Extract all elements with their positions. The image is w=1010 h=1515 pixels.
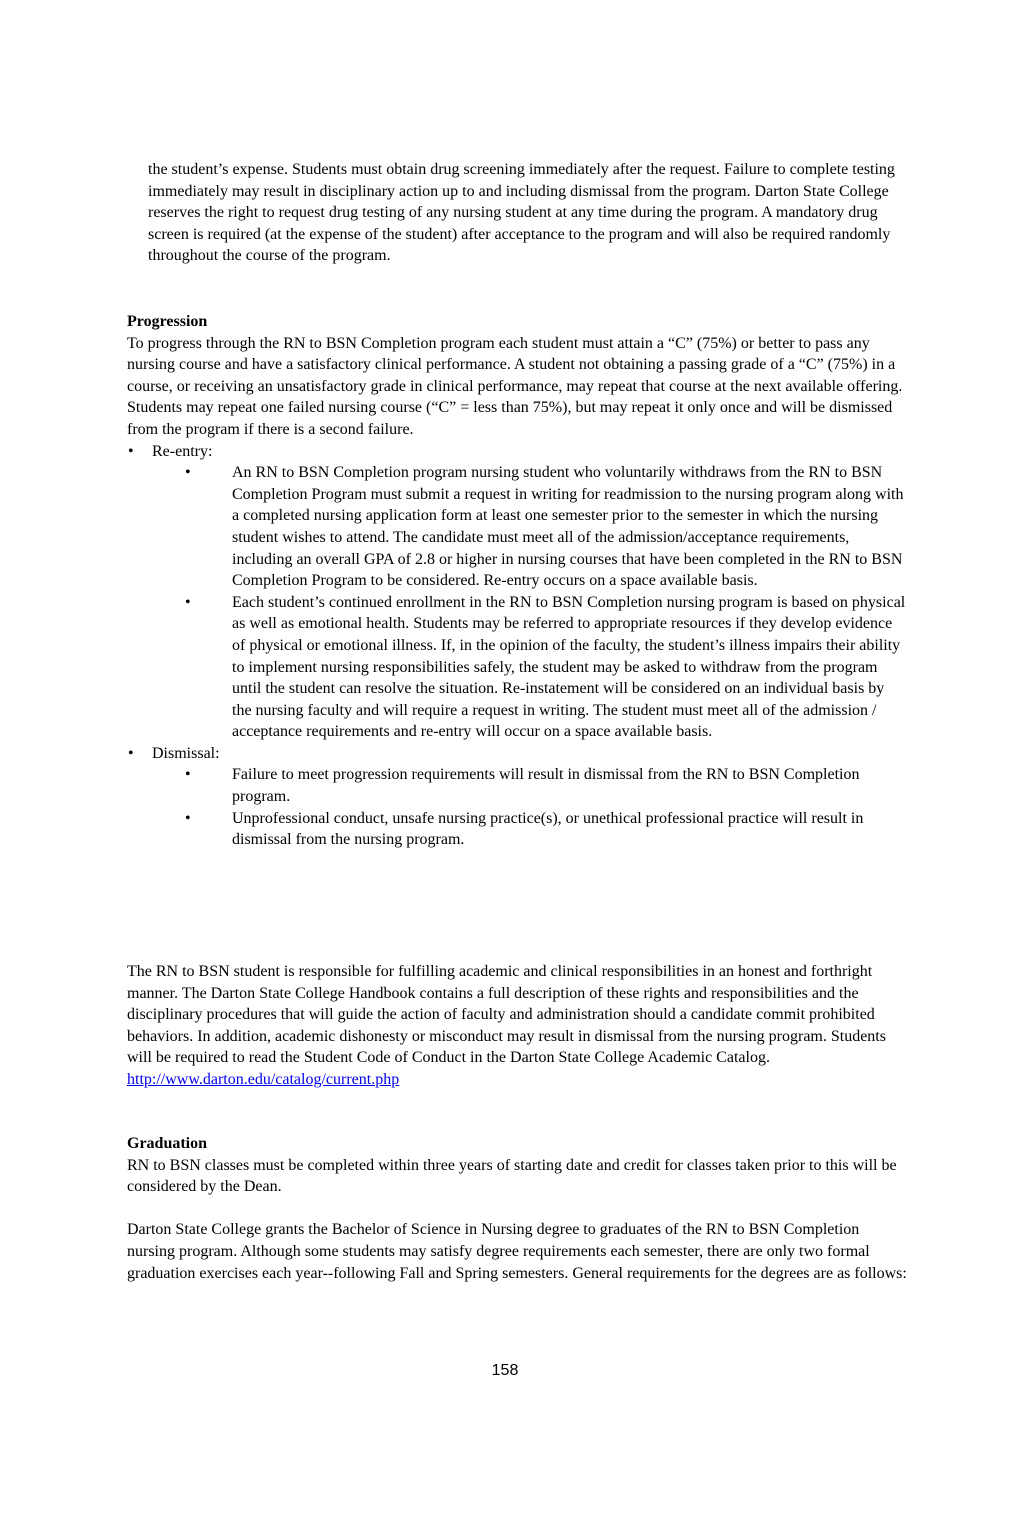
reentry-subitem-text: An RN to BSN Completion program nursing student who voluntarily withdraws from the RN to BSN Completion Program must submit a request in writing for readmission to the nursing program along with a completed nursing application form at least one semester prior to the semester in which the nursing student wishes to attend. The candidate must meet all of the admission/acceptance requirements, including an overall GPA of 2.8 or higher in nursing courses that have been completed in the RN to BSN Completion Program to be considered. Re-entry occurs on a space available basis. bbox=[232, 464, 904, 590]
progression-text: To progress through the RN to BSN Completion program each student must attain a “C” (75%) or better to pass any nursing course and have a satisfactory clinical performance. A student not obtaining a passing grade of a “C” (75%) in a course, or receiving an unsatisfactory grade in clinical performance, may repeat that course at the next available offering. Students may repeat one failed nursing course (“C” = less than 75%), but may repeat it only once and will be dismissed from the program if there is a second failure. bbox=[127, 334, 903, 438]
paragraph-gap bbox=[127, 1198, 907, 1220]
progression-section bbox=[127, 311, 907, 851]
bullet-icon: • bbox=[185, 464, 191, 482]
bullet-icon: • bbox=[128, 442, 134, 460]
dismissal-list-item bbox=[127, 743, 907, 765]
reentry-label: Re-entry: bbox=[152, 442, 213, 460]
dismissal-label: Dismissal: bbox=[152, 744, 220, 762]
graduation-section bbox=[127, 1133, 907, 1284]
graduation-text-1: RN to BSN classes must be completed within three years of starting date and credit for classes taken prior to this will be considered by the Dean. bbox=[127, 1156, 897, 1196]
drug-screening-text: the student’s expense. Students must obtain drug screening immediately after the request. Failure to complete testing immediately may result in disciplinary action up to and including dismissal from the program. Darton State College reserves the right to request drug testing of any nursing student at any time during the program. A mandatory drug screen is required (at the expense of the student) after acceptance to the program and will also be required randomly throughout the course of the program. bbox=[148, 161, 895, 265]
graduation-text-2: Darton State College grants the Bachelor of Science in Nursing degree to graduates of the RN to BSN Completion nursing program. Although some students may satisfy degree requirements each semester, there are only two formal graduation exercises each year--following Fall and Spring semesters. General requirements for the degrees are as follows: bbox=[127, 1221, 907, 1282]
dismissal-subitem bbox=[127, 808, 907, 851]
dismissal-subitem bbox=[127, 764, 907, 807]
conduct-paragraph bbox=[127, 961, 907, 1091]
graduation-heading: Graduation bbox=[127, 1135, 208, 1152]
bullet-icon: • bbox=[185, 809, 191, 827]
reentry-subitem bbox=[127, 462, 907, 592]
conduct-text: The RN to BSN student is responsible for fulfilling academic and clinical responsibilities in an honest and forthright manner. The Darton State College Handbook contains a full description of these rights and responsibilities and the disciplinary procedures that will guide the action of faculty and administration should a candidate commit prohibited behaviors. In addition, academic dishonesty or misconduct may result in dismissal from the nursing program. Students will be required to read the Student Code of Conduct in the Darton State College Academic Catalog. bbox=[127, 963, 886, 1067]
bullet-icon: • bbox=[185, 593, 191, 611]
progression-heading: Progression bbox=[127, 313, 208, 330]
reentry-subitem bbox=[127, 592, 907, 743]
bullet-icon: • bbox=[128, 744, 134, 762]
drug-screening-paragraph bbox=[148, 159, 908, 267]
dismissal-subitem-text: Failure to meet progression requirements will result in dismissal from the RN to BSN Completion program. bbox=[232, 766, 860, 806]
dismissal-subitem-text: Unprofessional conduct, unsafe nursing practice(s), or unethical professional practice will result in dismissal from the nursing program. bbox=[232, 809, 864, 849]
reentry-list-item bbox=[127, 441, 907, 463]
page-number: 158 bbox=[491, 1362, 519, 1379]
bullet-icon: • bbox=[185, 766, 191, 784]
reentry-subitem-text: Each student’s continued enrollment in the RN to BSN Completion nursing program is based on physical as well as emotional health. Students may be referred to appropriate resources if they develop evidence of physical or emotional illness. If, in the opinion of the faculty, the student’s illness impairs their ability to implement nursing responsibilities safely, the student may be asked to withdraw from the program until the student can resolve the situation. Re-instatement will be considered on an individual basis by the nursing faculty and will require a request in writing. The student must meet all of the admission / acceptance requirements and re-entry will occur on a space available basis. bbox=[232, 593, 906, 741]
catalog-link[interactable]: http://www.darton.edu/catalog/current.php bbox=[127, 1070, 400, 1088]
